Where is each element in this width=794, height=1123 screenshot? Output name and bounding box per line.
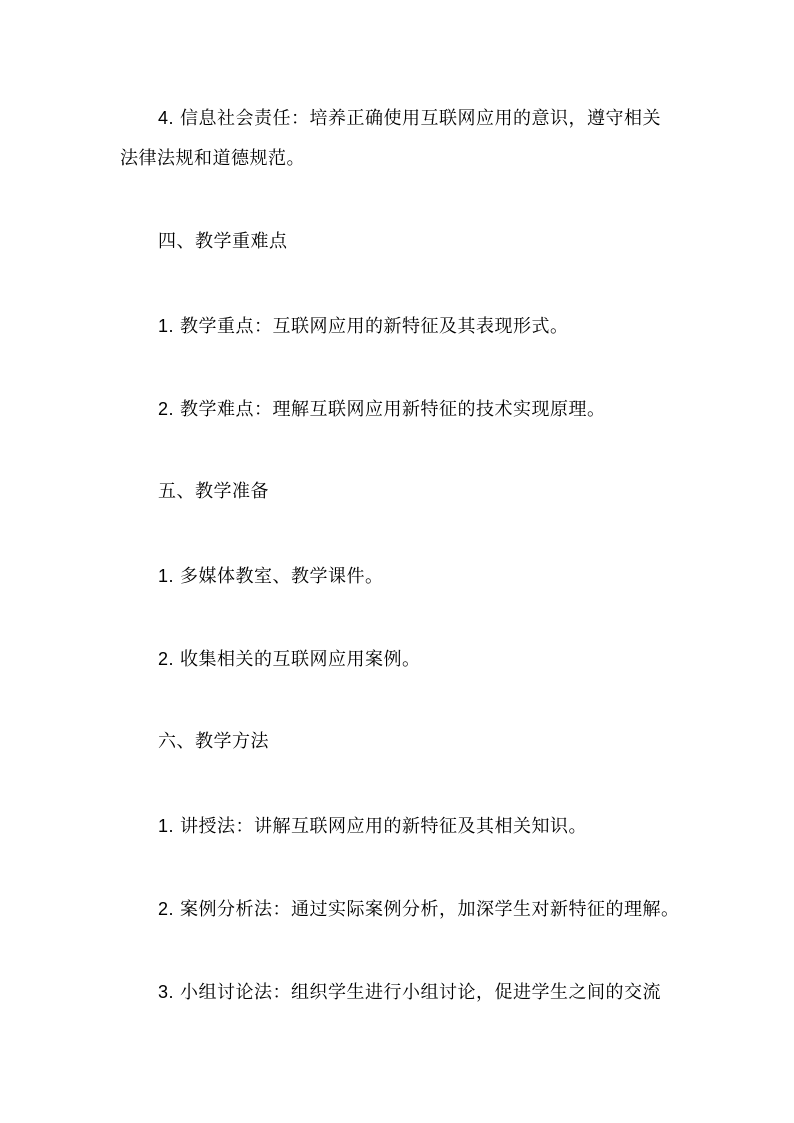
list-item-teaching-focus: [158, 306, 569, 347]
section-heading-key-difficult-points: [158, 222, 288, 262]
list-item-case-analysis: [158, 889, 680, 930]
paragraph-text: 讲授法：讲解互联网应用的新特征及其相关知识。: [180, 816, 587, 837]
list-item-teaching-difficulty: [158, 389, 606, 430]
paragraph-text: 信息社会责任：培养正确使用互联网应用的意识，遵守相关: [180, 108, 661, 129]
list-number: 3.: [158, 982, 175, 1002]
heading-text: 五、教学准备: [158, 481, 269, 502]
paragraph-continuation: [120, 139, 305, 179]
paragraph-text: 教学难点：理解互联网应用新特征的技术实现原理。: [180, 399, 606, 420]
list-number: 2.: [158, 649, 175, 669]
paragraph-text: 案例分析法：通过实际案例分析，加深学生对新特征的理解。: [180, 899, 680, 920]
heading-text: 六、教学方法: [158, 731, 269, 752]
paragraph-text: 多媒体教室、教学课件。: [180, 566, 384, 587]
list-number: 2.: [158, 399, 175, 419]
paragraph-text: 法律法规和道德规范。: [120, 148, 305, 169]
heading-text: 四、教学重难点: [158, 231, 288, 252]
list-number: 1.: [158, 316, 175, 336]
list-number: 1.: [158, 816, 175, 836]
list-item-lecture-method: [158, 806, 587, 847]
list-number: 2.: [158, 899, 175, 919]
paragraph-text: 收集相关的互联网应用案例。: [180, 649, 421, 670]
section-heading-methods: [158, 722, 269, 762]
list-number: 1.: [158, 566, 175, 586]
paragraph-text: 小组讨论法：组织学生进行小组讨论，促进学生之间的交流: [180, 982, 661, 1003]
list-item-collect-cases: [158, 639, 421, 680]
list-item-info-social-responsibility: [158, 98, 661, 139]
list-number: 4.: [158, 108, 175, 128]
section-heading-preparation: [158, 472, 269, 512]
paragraph-text: 教学重点：互联网应用的新特征及其表现形式。: [180, 316, 569, 337]
list-item-group-discussion: [158, 972, 661, 1013]
list-item-multimedia: [158, 556, 384, 597]
